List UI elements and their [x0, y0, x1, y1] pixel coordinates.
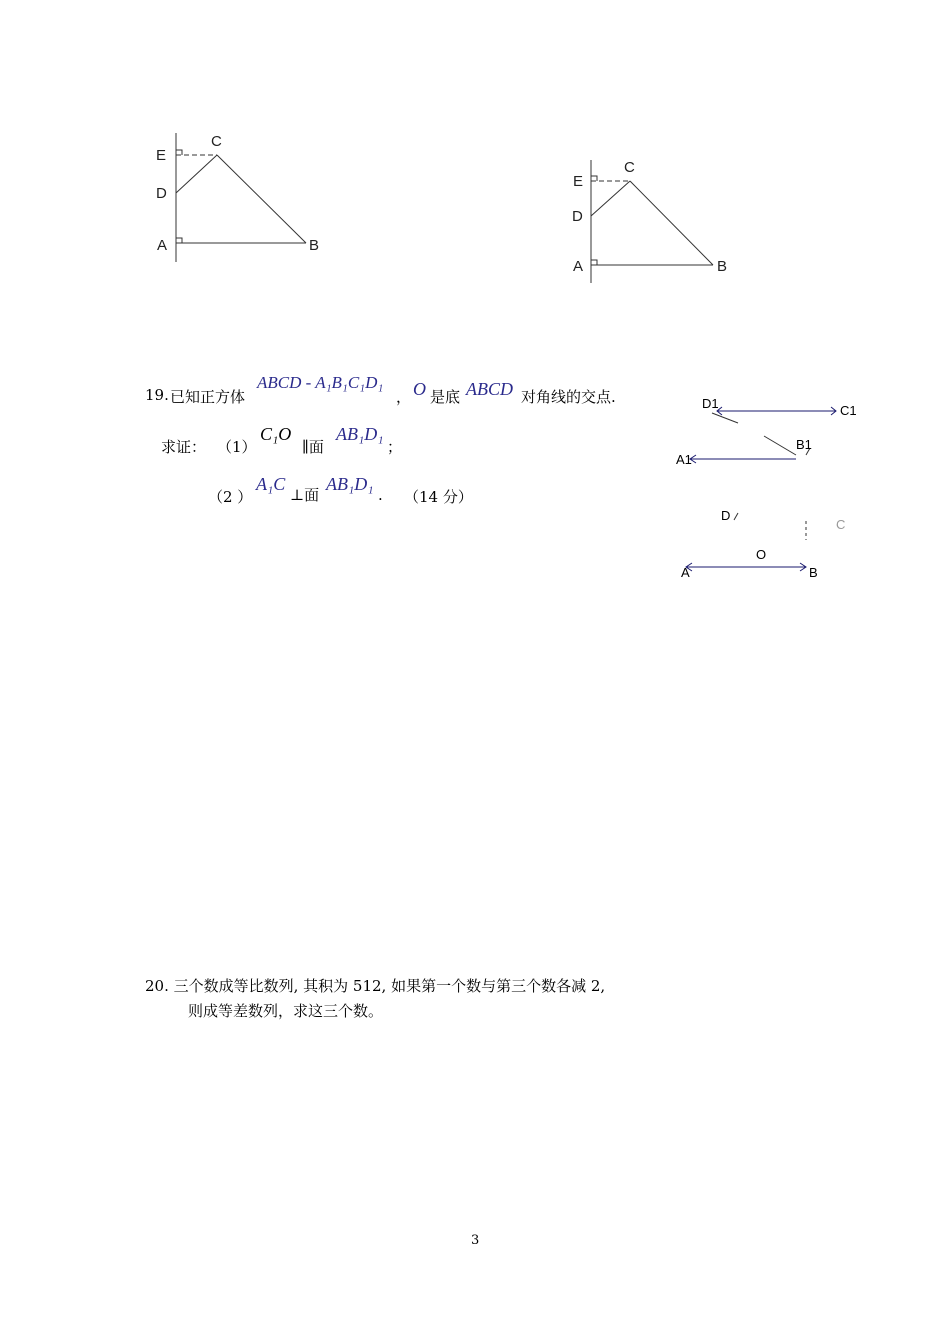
part1-relation: ∥面	[302, 438, 324, 456]
problem-number: 19.	[145, 386, 169, 404]
part1-number: （1）	[217, 438, 257, 456]
comma: ，	[396, 388, 412, 406]
score: （14 分）	[404, 488, 473, 506]
part2-end: .	[378, 486, 383, 504]
prove-label: 求证：	[161, 438, 207, 456]
part2-plane: AB₁D₁	[326, 474, 374, 494]
label-B: B	[717, 258, 728, 275]
problem-20-line2: 则成等差数列，求这三个数。	[188, 1002, 384, 1020]
mid-text: 是底	[430, 388, 461, 406]
point-O: O	[413, 379, 426, 399]
part1-end: ；	[387, 438, 403, 456]
cube-name: ABCD - A₁B₁C₁D₁	[257, 373, 384, 392]
problem-20-line1: 20. 三个数成等比数列, 其积为 512, 如果第一个数与第三个数各减 2,	[145, 977, 606, 995]
part2-number: （2 ）	[208, 488, 253, 506]
label-B: B	[309, 237, 320, 254]
base-name: ABCD	[466, 379, 513, 399]
cube-label-O: O	[756, 547, 767, 562]
label-C: C	[624, 159, 635, 176]
part1-plane: AB₁D₁	[336, 424, 384, 444]
cube-label-B: B	[809, 565, 818, 580]
label-D: D	[572, 208, 583, 225]
problem-prefix: 已知正方体	[170, 388, 246, 406]
part2-line: A₁C	[256, 474, 286, 494]
problem-suffix: 对角线的交点.	[521, 388, 616, 406]
label-E: E	[156, 147, 167, 164]
label-A: A	[573, 258, 584, 275]
cube-label-C: C	[836, 517, 846, 532]
part1-line: C₁O	[260, 424, 292, 444]
label-A: A	[157, 237, 168, 254]
label-E: E	[573, 173, 584, 190]
cube-label-B1: B1	[796, 437, 812, 452]
cube-label-C1: C1	[840, 403, 857, 418]
label-C: C	[211, 133, 222, 150]
part2-relation: ⊥面	[290, 486, 320, 504]
cube-label-A1: A1	[676, 452, 692, 467]
page-number: 3	[471, 1233, 480, 1248]
cube-label-A: A	[681, 565, 690, 580]
cube-label-D: D	[721, 508, 731, 523]
cube-label-D1: D1	[702, 396, 719, 411]
label-D: D	[156, 185, 167, 202]
